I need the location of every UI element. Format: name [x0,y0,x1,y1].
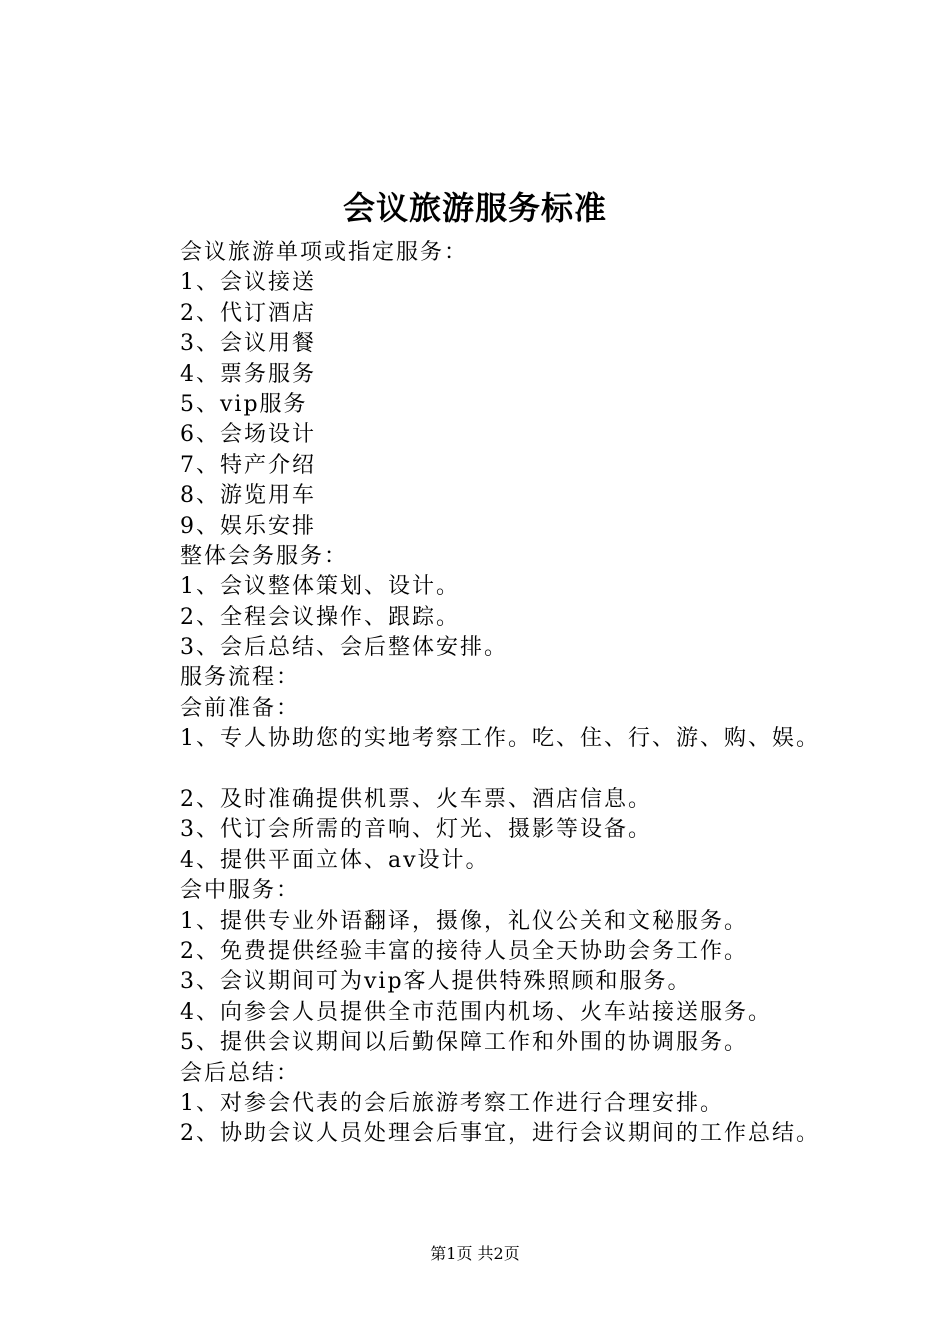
subsection-heading-during-meeting: 会中服务： [180,878,301,904]
list-item: 2、全程会议操作、跟踪。 [180,604,460,630]
page-title: 会议旅游服务标准 [342,189,607,227]
section-heading-single-services: 会议旅游单项或指定服务： [180,240,469,265]
section-heading-overall-services: 整体会务服务： [180,543,349,569]
list-item: 2、及时准确提供机票、火车票、酒店信息。 [180,787,652,813]
list-item: 1、会议接送 [180,270,316,296]
document-body [180,238,940,1150]
list-item: 4、票务服务 [180,361,316,387]
subsection-heading-post-meeting: 会后总结： [180,1060,301,1086]
list-item: 6、会场设计 [180,422,316,448]
list-item: 1、会议整体策划、设计。 [180,574,460,600]
blank-line [180,755,940,785]
list-item: 1、对参会代表的会后旅游考察工作进行合理安排。 [180,1090,724,1116]
subsection-heading-pre-meeting: 会前准备： [180,695,301,721]
list-item: 3、会议用餐 [180,331,316,357]
list-item: 1、提供专业外语翻译，摄像，礼仪公关和文秘服务。 [180,908,748,934]
list-item: 2、协助会议人员处理会后事宜，进行会议期间的工作总结。 [180,1121,820,1147]
list-item: 4、向参会人员提供全市范围内机场、火车站接送服务。 [180,999,772,1025]
list-item: 3、会后总结、会后整体安排。 [180,635,508,661]
list-item: 5、vip服务 [180,391,308,417]
page-number-footer: 第1页 共2页 [430,1244,520,1263]
list-item: 3、代订会所需的音响、灯光、摄影等设备。 [180,817,652,843]
list-item: 5、提供会议期间以后勤保障工作和外围的协调服务。 [180,1030,748,1056]
list-item: 2、代订酒店 [180,300,316,326]
list-item: 8、游览用车 [180,483,316,509]
list-item: 1、专人协助您的实地考察工作。吃、住、行、游、购、娱。 [180,726,820,752]
section-heading-service-process: 服务流程： [180,665,301,691]
list-item: 3、会议期间可为vip客人提供特殊照顾和服务。 [180,969,692,995]
list-item: 9、娱乐安排 [180,513,316,539]
list-item: 4、提供平面立体、av设计。 [180,847,490,873]
list-item: 2、免费提供经验丰富的接待人员全天协助会务工作。 [180,938,748,964]
list-item: 7、特产介绍 [180,452,316,478]
